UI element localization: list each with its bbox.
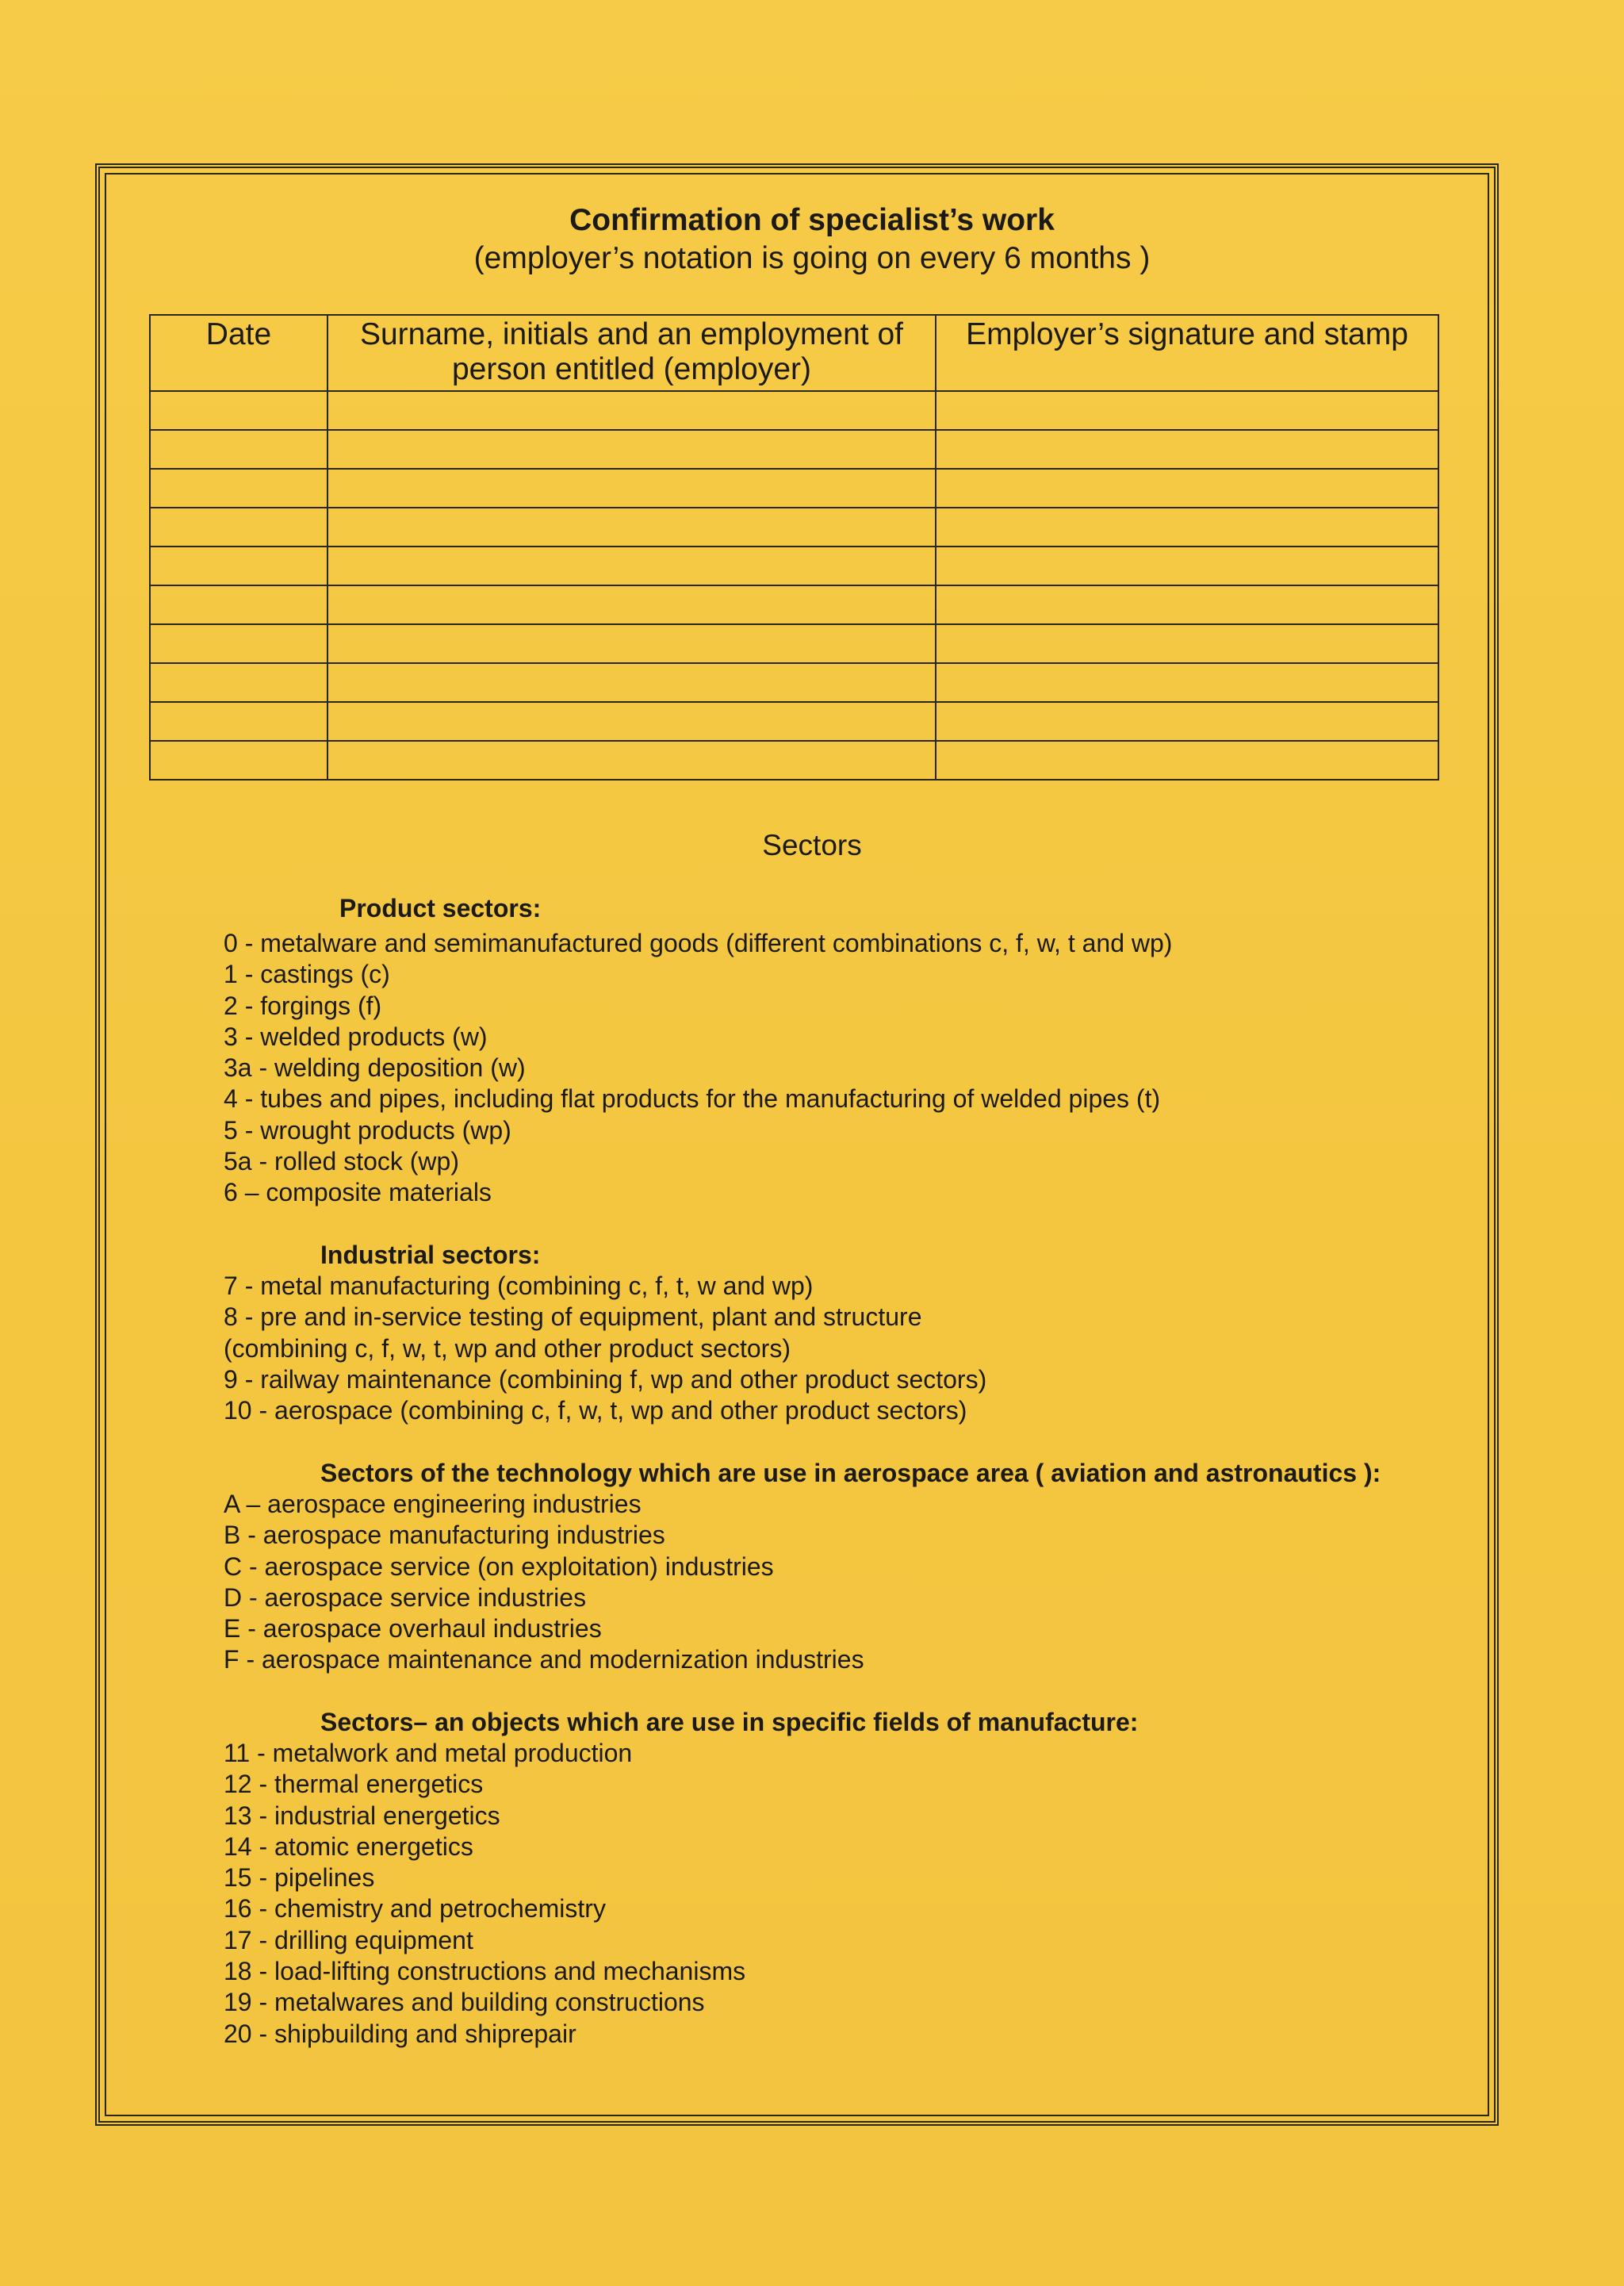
employer-cell[interactable] (327, 547, 936, 585)
document-title: Confirmation of specialist’s work (569, 203, 1055, 237)
table-row (150, 624, 1438, 663)
aerospace-sectors-list (224, 1489, 864, 1676)
column-header-date: Date (150, 315, 327, 391)
list-item: (combining c, f, w, t, wp and other product sectors) (224, 1333, 791, 1363)
confirmation-table (149, 314, 1439, 781)
signature-cell[interactable] (936, 702, 1438, 741)
signature-cell[interactable] (936, 741, 1438, 780)
list-item: 4 - tubes and pipes, including flat products for the manufacturing of welded pipes (t) (224, 1084, 1161, 1114)
employer-cell[interactable] (327, 430, 936, 469)
table-row (150, 585, 1438, 624)
list-item: D - aerospace service industries (224, 1582, 587, 1612)
product-sectors-list (224, 928, 1172, 1209)
table-row (150, 741, 1438, 780)
list-item: 13 - industrial energetics (224, 1801, 500, 1830)
table-header-row (150, 315, 1438, 391)
table-row (150, 430, 1438, 469)
signature-cell[interactable] (936, 624, 1438, 663)
list-item: A – aerospace engineering industries (224, 1490, 642, 1518)
employer-cell[interactable] (327, 391, 936, 430)
list-item: 15 - pipelines (224, 1863, 375, 1893)
list-item: 5a - rolled stock (wp) (224, 1147, 459, 1176)
date-cell[interactable] (150, 391, 327, 430)
product-sectors-heading: Product sectors: (339, 894, 542, 922)
signature-cell[interactable] (936, 547, 1438, 585)
list-item: 2 - forgings (f) (224, 991, 382, 1020)
sectors-heading: Sectors (762, 829, 862, 861)
manufacture-sectors-list (224, 1738, 745, 2050)
date-cell[interactable] (150, 430, 327, 469)
column-header-employer: Surname, initials and an employment of person entitled (employer) (327, 315, 936, 391)
date-cell[interactable] (150, 702, 327, 741)
list-item: 9 - railway maintenance (combining f, wp and other product sectors) (224, 1364, 987, 1394)
list-item: 3 - welded products (w) (224, 1022, 488, 1051)
employer-cell[interactable] (327, 663, 936, 702)
industrial-sectors-heading: Industrial sectors: (320, 1241, 541, 1269)
employer-cell[interactable] (327, 508, 936, 547)
list-item: 3a - welding deposition (w) (224, 1053, 526, 1083)
date-cell[interactable] (150, 508, 327, 547)
date-cell[interactable] (150, 741, 327, 780)
date-cell[interactable] (150, 585, 327, 624)
signature-cell[interactable] (936, 391, 1438, 430)
list-item: C - aerospace service (on exploitation) industries (224, 1551, 774, 1581)
signature-cell[interactable] (936, 508, 1438, 547)
list-item: 19 - metalwares and building constructions (224, 1988, 705, 2017)
list-item: B - aerospace manufacturing industries (224, 1521, 665, 1550)
list-item: E - aerospace overhaul industries (224, 1614, 602, 1644)
list-item: 20 - shipbuilding and shiprepair (224, 2019, 576, 2048)
list-item: 12 - thermal energetics (224, 1770, 484, 1799)
list-item: 11 - metalwork and metal production (224, 1739, 633, 1767)
list-item: 6 – composite materials (224, 1178, 492, 1207)
table-row (150, 469, 1438, 508)
document-subtitle: (employer’s notation is going on every 6 months ) (473, 241, 1151, 275)
aerospace-sectors-heading: Sectors of the technology which are use in aerospace area ( aviation and astronautics ): (320, 1459, 1381, 1487)
date-cell[interactable] (150, 547, 327, 585)
signature-cell[interactable] (936, 430, 1438, 469)
list-item: 16 - chemistry and petrochemistry (224, 1894, 606, 1924)
list-item: 18 - load-lifting constructions and mechanisms (224, 1957, 746, 1986)
table-body (150, 391, 1438, 780)
list-item: 5 - wrought products (wp) (224, 1115, 511, 1145)
manufacture-sectors-heading: Sectors– an objects which are use in specific fields of manufacture: (320, 1708, 1139, 1736)
table-row (150, 391, 1438, 430)
date-cell[interactable] (150, 663, 327, 702)
employer-cell[interactable] (327, 741, 936, 780)
date-cell[interactable] (150, 469, 327, 508)
employer-cell[interactable] (327, 624, 936, 663)
list-item: 8 - pre and in-service testing of equipment, plant and structure (224, 1302, 922, 1332)
table-row (150, 508, 1438, 547)
signature-cell[interactable] (936, 469, 1438, 508)
date-cell[interactable] (150, 624, 327, 663)
list-item: 17 - drilling equipment (224, 1925, 473, 1954)
employer-cell[interactable] (327, 469, 936, 508)
employer-cell[interactable] (327, 702, 936, 741)
industrial-sectors-list (224, 1271, 986, 1426)
list-item: 1 - castings (c) (224, 960, 390, 989)
signature-cell[interactable] (936, 585, 1438, 624)
list-item: 0 - metalware and semimanufactured goods (different combinations c, f, w, t and wp) (224, 929, 1173, 957)
list-item: 10 - aerospace (combining c, f, w, t, wp and other product sectors) (224, 1396, 967, 1425)
table-row (150, 663, 1438, 702)
employer-cell[interactable] (327, 585, 936, 624)
column-header-signature: Employer’s signature and stamp (936, 315, 1438, 391)
list-item: F - aerospace maintenance and modernization industries (224, 1645, 864, 1674)
signature-cell[interactable] (936, 663, 1438, 702)
list-item: 7 - metal manufacturing (combining c, f, t, w and wp) (224, 1271, 814, 1300)
list-item: 14 - atomic energetics (224, 1831, 473, 1861)
table-row (150, 702, 1438, 741)
table-row (150, 547, 1438, 585)
